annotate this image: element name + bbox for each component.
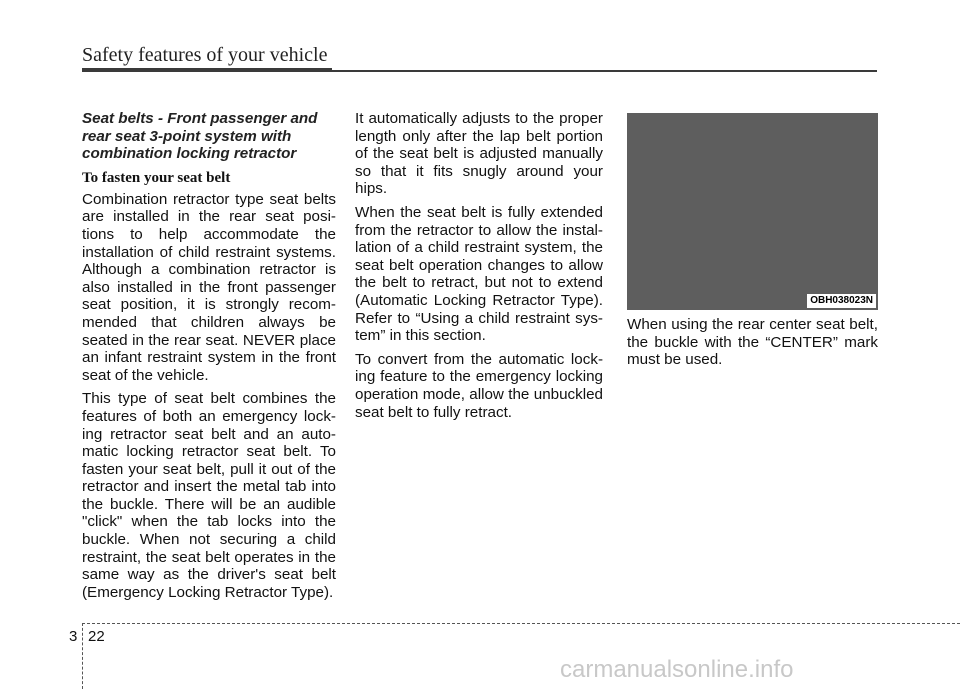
paragraph: When using the rear center seat belt, the buckle with the “CENTER” mark must be used.	[627, 316, 878, 369]
footer-dashed-rule	[82, 623, 960, 624]
text-column-1	[82, 110, 336, 607]
figure-code-label: OBH038023N	[807, 294, 876, 308]
watermark-text: carmanualsonline.info	[560, 656, 794, 683]
paragraph: It automatically adjusts to the proper length only after the lap belt portion of the seat belt is adjusted manually so that it fits snugly around your hips.	[355, 110, 603, 198]
paragraph: Combination retractor type seat belts are installed in the rear seat posi-tions to help accommodate the installation of child restraint systems. Although a combination retractor is also installed in the front passenger seat position, it is strongly recom-mended that children always be seated in the rear seat. NEVER place an infant restraint system in the front seat of the vehicle.	[82, 190, 336, 384]
header-rule-thin	[332, 70, 877, 72]
section-heading: Seat belts - Front passenger and rear seat 3-point system with combination locking retractor	[82, 110, 318, 163]
footer-dashed-vertical-rule	[82, 623, 83, 689]
subheading-fasten-belt: To fasten your seat belt	[82, 169, 231, 186]
text-column-3	[627, 316, 878, 369]
paragraph: To convert from the automatic lock-ing feature to the emergency locking operation mode, allow the unbuckled seat belt to fully retract.	[355, 350, 603, 421]
page-number: 22	[88, 628, 105, 645]
paragraph: This type of seat belt combines the features of both an emergency lock-ing retractor seat belt and an auto-matic locking retractor seat belt. To fasten your seat belt, pull it out of the retractor and insert the metal tab into the buckle. There will be an audible "click" when the tab locks into the buckle. When not securing a child restraint, the seat belt operates in the same way as the driver's seat belt (Emergency Locking Retractor Type).	[82, 390, 336, 601]
page-header-title: Safety features of your vehicle	[82, 44, 328, 66]
paragraph: When the seat belt is fully extended from the retractor to allow the instal-lation of a child restraint system, the seat belt operation changes to allow the belt to retract, but not to extend (Automatic Locking Retractor Type). Refer to “Using a child restraint sys-tem” in this section.	[355, 203, 603, 345]
text-column-2	[355, 110, 603, 427]
chapter-number: 3	[69, 628, 78, 645]
figure-image	[627, 113, 878, 310]
header-rule-thick	[82, 68, 332, 72]
